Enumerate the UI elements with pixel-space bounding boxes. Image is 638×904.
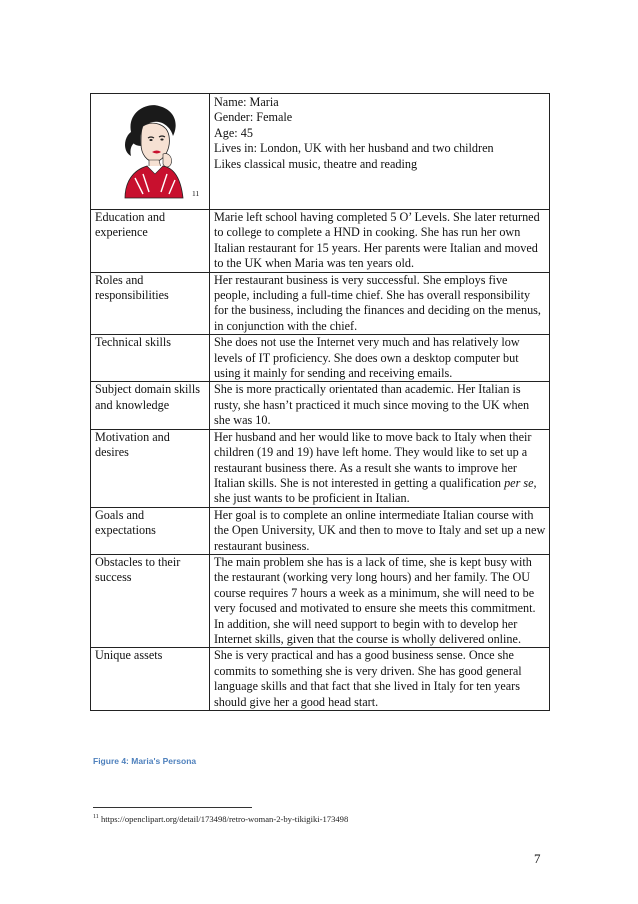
table-row xyxy=(91,335,550,382)
profile-gender: Gender: Female xyxy=(214,110,293,125)
footnote-reference: 11 xyxy=(192,189,200,198)
table-row xyxy=(91,382,550,429)
table-row xyxy=(91,554,550,647)
profile-interests: Likes classical music, theatre and reading xyxy=(214,156,418,171)
row-label: Unique assets xyxy=(91,648,210,711)
row-label: Obstacles to their success xyxy=(91,554,210,647)
row-text xyxy=(210,429,550,507)
footnote xyxy=(93,814,348,824)
row-text: Her restaurant business is very successful. She employs five people, including a full-time chief. She has overall responsibility for the business, including the finances and deciding on the menus, in conjunction with the chief. xyxy=(210,272,550,335)
table-row xyxy=(91,272,550,335)
row-text: She does not use the Internet very much and has relatively low levels of IT proficiency. She does own a desktop computer but using it mainly for sending and receiving emails. xyxy=(210,335,550,382)
row-text: The main problem she has is a lack of time, she is kept busy with the restaurant (working very long hours) and her family. The OU course requires 7 hours a week as a minimum, she will need to be very focused and motivated to ensure she meets this commitment. In addition, she will need support to begin with to develop her Internet skills, given that the course is wholly delivered online. xyxy=(210,554,550,647)
row-label: Education and experience xyxy=(91,210,210,273)
row-text: Marie left school having completed 5 O’ Levels. She later returned to college to complete a HND in cooking. She has run her own Italian restaurant for 15 years. Her parents were Italian and moved to the UK when Maria was ten years old. xyxy=(210,210,550,273)
row-label: Technical skills xyxy=(91,335,210,382)
table-row xyxy=(91,429,550,507)
footnote-link[interactable]: https://openclipart.org/detail/173498/retro-woman-2-by-tikigiki-173498 xyxy=(100,814,349,824)
row-label: Goals and expectations xyxy=(91,507,210,554)
row-text: She is more practically orientated than academic. Her Italian is rusty, she hasn’t practiced it much since moving to the UK when she was 10. xyxy=(210,382,550,429)
page-number: 7 xyxy=(534,851,541,866)
retro-woman-portrait xyxy=(113,102,193,200)
figure-caption: Figure 4: Maria's Persona xyxy=(93,756,197,766)
profile-info-cell xyxy=(210,94,550,210)
row-text-emphasis: per se xyxy=(504,475,534,490)
table-row xyxy=(91,648,550,711)
row-label: Subject domain skills and knowledge xyxy=(91,382,210,429)
row-text: She is very practical and has a good business sense. Once she commits to something she is very driven. She has good general language skills and that fact that she lived in Italy for ten years should give her a good head start. xyxy=(210,648,550,711)
row-label: Motivation and desires xyxy=(91,429,210,507)
profile-location: Lives in: London, UK with her husband and two children xyxy=(214,141,494,156)
footnote-number: 11 xyxy=(93,814,99,820)
table-row xyxy=(91,210,550,273)
profile-age: Age: 45 xyxy=(214,125,253,140)
row-text: Her goal is to complete an online intermediate Italian course with the Open University, UK and then to move to Italy and set up a new restaurant business. xyxy=(210,507,550,554)
table-row xyxy=(91,507,550,554)
row-text-before: Her husband and her would like to move back to Italy when their children (19 and 19) have left home. They would like to set up a restaurant business there. As a result she wants to improve her Italian skills. She is not interested in getting a qualification xyxy=(214,429,532,490)
persona-table xyxy=(90,93,550,711)
portrait-cell xyxy=(91,94,210,210)
footnote-divider xyxy=(93,807,252,808)
profile-name: Name: Maria xyxy=(214,95,279,109)
row-text-after: , she just wants to be proficient in Italian. xyxy=(214,475,537,506)
profile-row xyxy=(91,94,550,210)
row-label: Roles and responsibilities xyxy=(91,272,210,335)
